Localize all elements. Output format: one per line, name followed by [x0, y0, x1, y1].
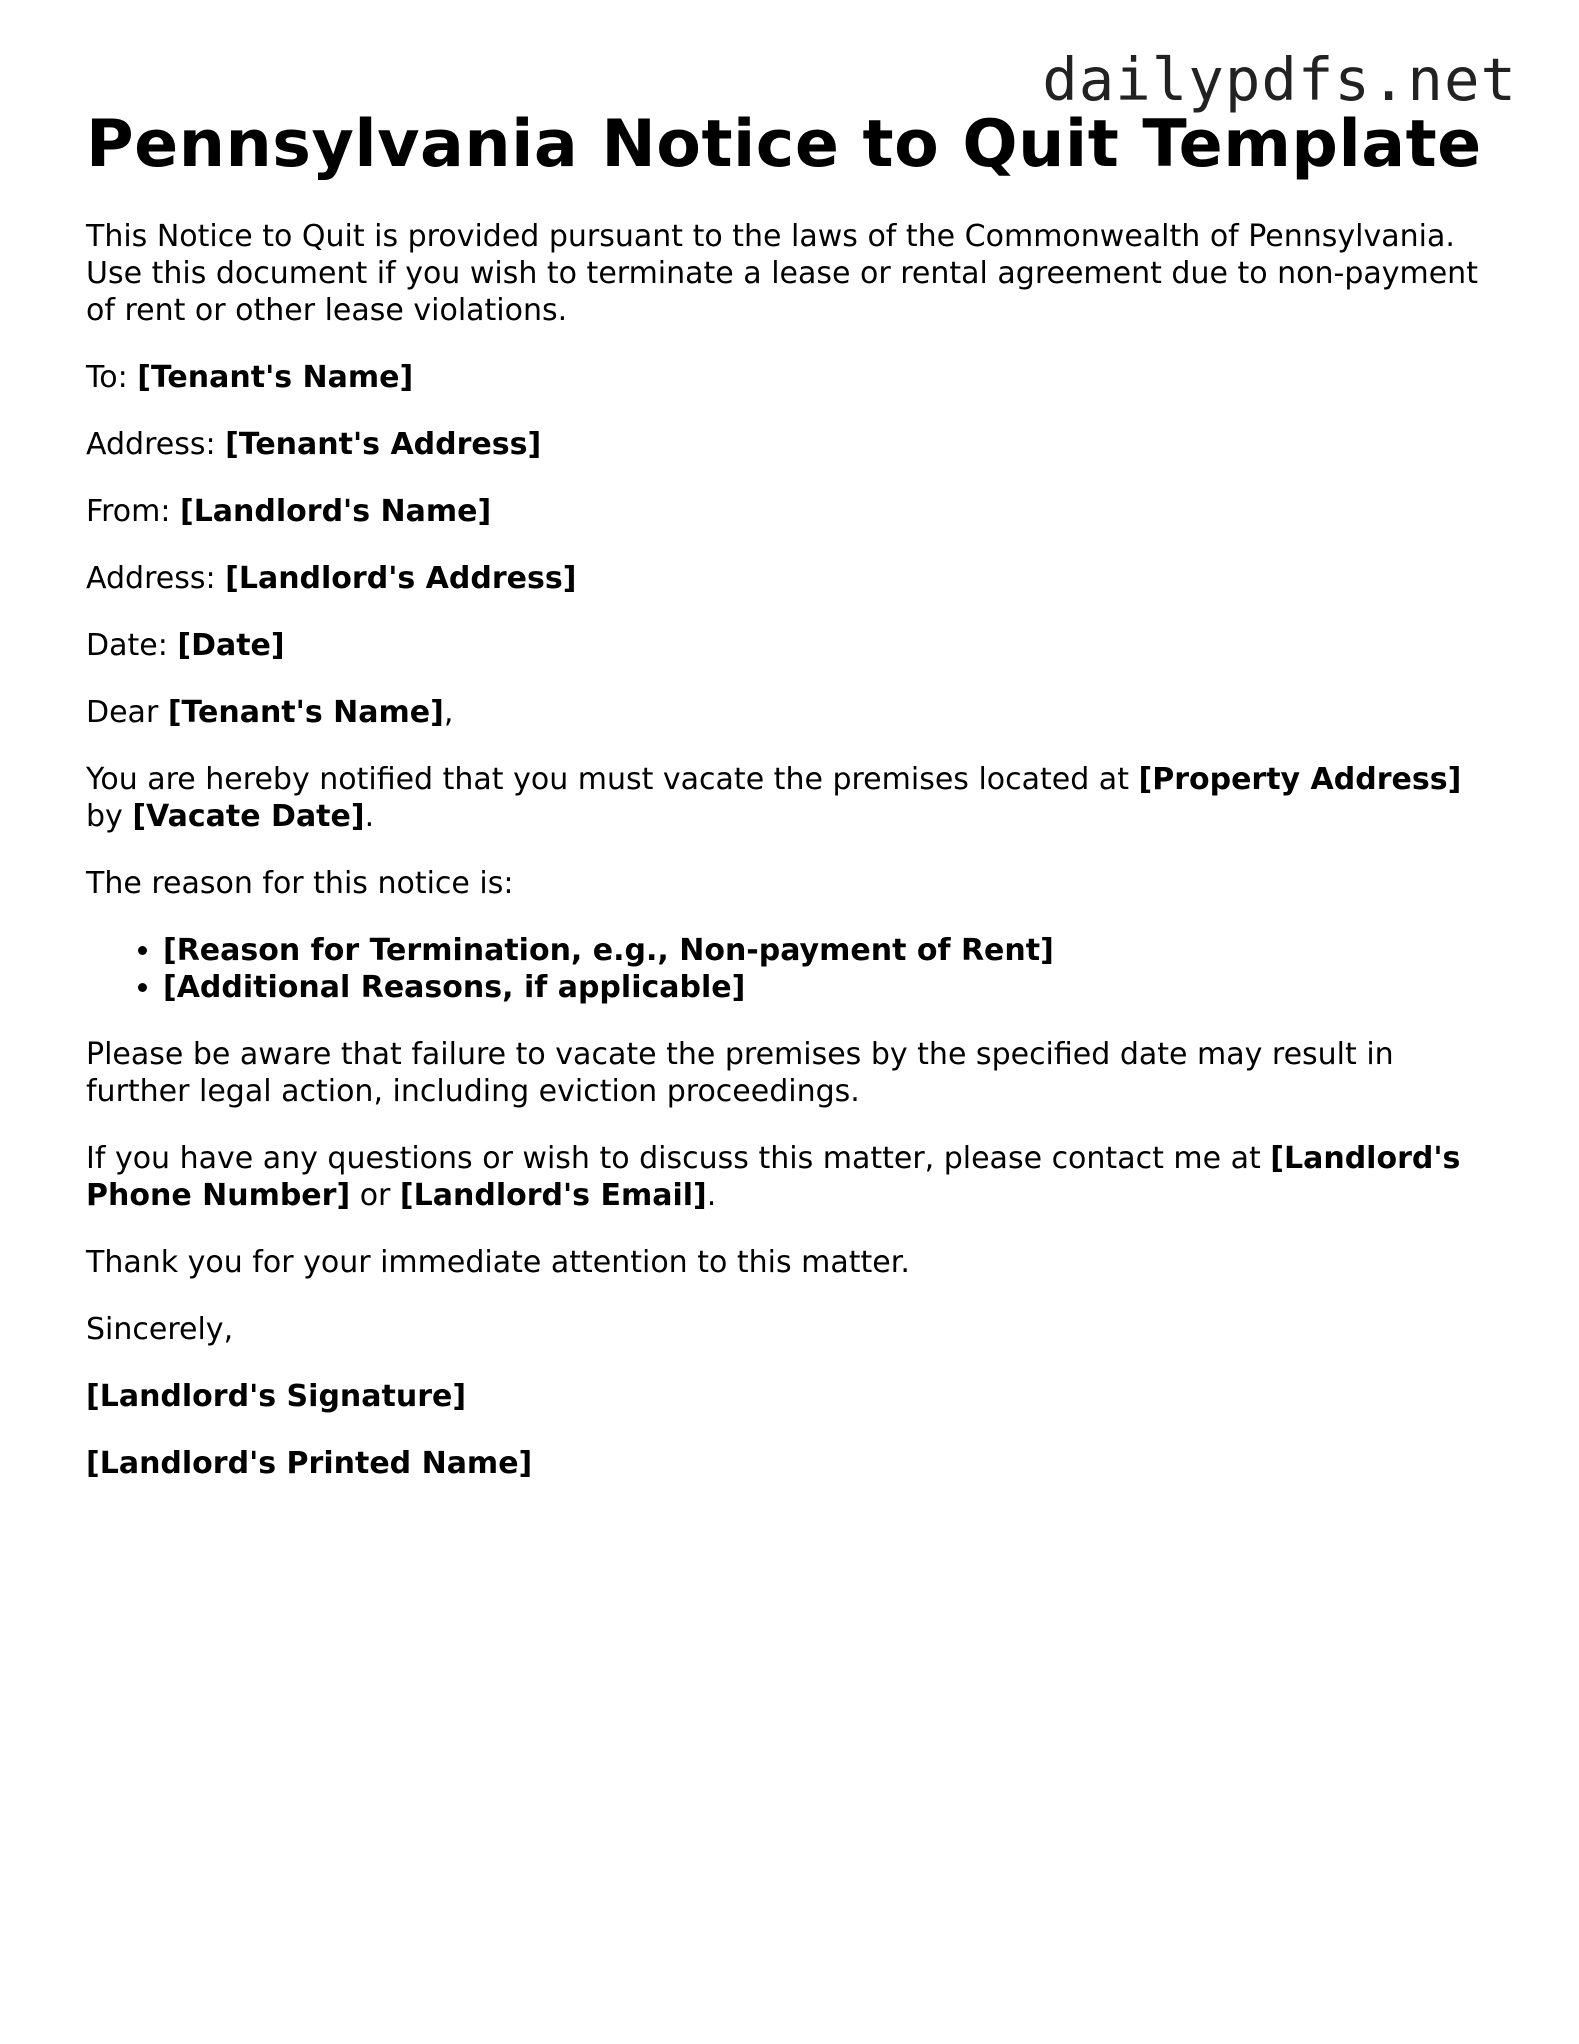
document-body: [86, 106, 1496, 1512]
tenant-address-line: [86, 426, 1496, 463]
signature-line: [86, 1378, 1496, 1415]
landlord-address-placeholder: [Landlord's Address]: [225, 561, 577, 596]
salutation: [86, 694, 1496, 731]
additional-reason-placeholder: [Additional Reasons, if applicable]: [163, 970, 746, 1005]
phone-placeholder: [Landlord's Phone Number]: [86, 1141, 1461, 1213]
thanks-line: Thank you for your immediate attention to this matter.: [86, 1245, 910, 1280]
landlord-name-placeholder: [Landlord's Name]: [179, 494, 492, 529]
vacate-text-3: .: [364, 799, 375, 834]
salutation-name: [Tenant's Name]: [167, 695, 444, 730]
printed-name-line: [86, 1445, 1496, 1482]
list-item: [163, 932, 1496, 969]
watermark: dailypdfs.net: [1042, 45, 1517, 114]
tenant-name-placeholder: [Tenant's Name]: [137, 360, 414, 395]
vacate-text-1: You are hereby notified that you must vacate the premises located at: [86, 762, 1139, 797]
landlord-address-label: Address:: [86, 561, 226, 596]
salutation-suffix: ,: [443, 695, 454, 730]
property-address-placeholder: [Property Address]: [1138, 762, 1462, 797]
closing-line: Sincerely,: [86, 1312, 234, 1347]
salutation-prefix: Dear: [86, 695, 168, 730]
reason-intro: The reason for this notice is:: [86, 866, 514, 901]
contact-paragraph: [86, 1140, 1496, 1214]
warning-paragraph: Please be aware that failure to vacate the premises by the specified date may result in further legal action, including eviction proceedings.: [86, 1037, 1394, 1109]
intro-paragraph: This Notice to Quit is provided pursuant to the laws of the Commonwealth of Pennsylvania. Use this document if you wish to terminate a lease or rental agreement due to non-payment of rent or other lease violations.: [86, 219, 1478, 328]
vacate-paragraph: [86, 761, 1496, 835]
date-label: Date:: [86, 628, 178, 663]
date-line: [86, 627, 1496, 664]
signature-placeholder: [Landlord's Signature]: [86, 1379, 467, 1414]
list-item: [163, 969, 1496, 1006]
to-label: To:: [86, 360, 138, 395]
vacate-text-2: by: [86, 799, 133, 834]
vacate-date-placeholder: [Vacate Date]: [132, 799, 365, 834]
reasons-list: [86, 932, 1496, 1006]
from-line: [86, 493, 1496, 530]
to-line: [86, 359, 1496, 396]
date-placeholder: [Date]: [177, 628, 285, 663]
contact-text-3: .: [706, 1178, 717, 1213]
from-label: From:: [86, 494, 180, 529]
landlord-address-line: [86, 560, 1496, 597]
email-placeholder: [Landlord's Email]: [399, 1178, 707, 1213]
tenant-address-label: Address:: [86, 427, 226, 462]
contact-text-2: or: [350, 1178, 400, 1213]
contact-text-1: If you have any questions or wish to discuss this matter, please contact me at: [86, 1141, 1271, 1176]
tenant-address-placeholder: [Tenant's Address]: [225, 427, 542, 462]
printed-name-placeholder: [Landlord's Printed Name]: [86, 1446, 533, 1481]
document-title: Pennsylvania Notice to Quit Template: [86, 107, 1482, 182]
reason-placeholder: [Reason for Termination, e.g., Non-payment of Rent]: [163, 933, 1054, 968]
